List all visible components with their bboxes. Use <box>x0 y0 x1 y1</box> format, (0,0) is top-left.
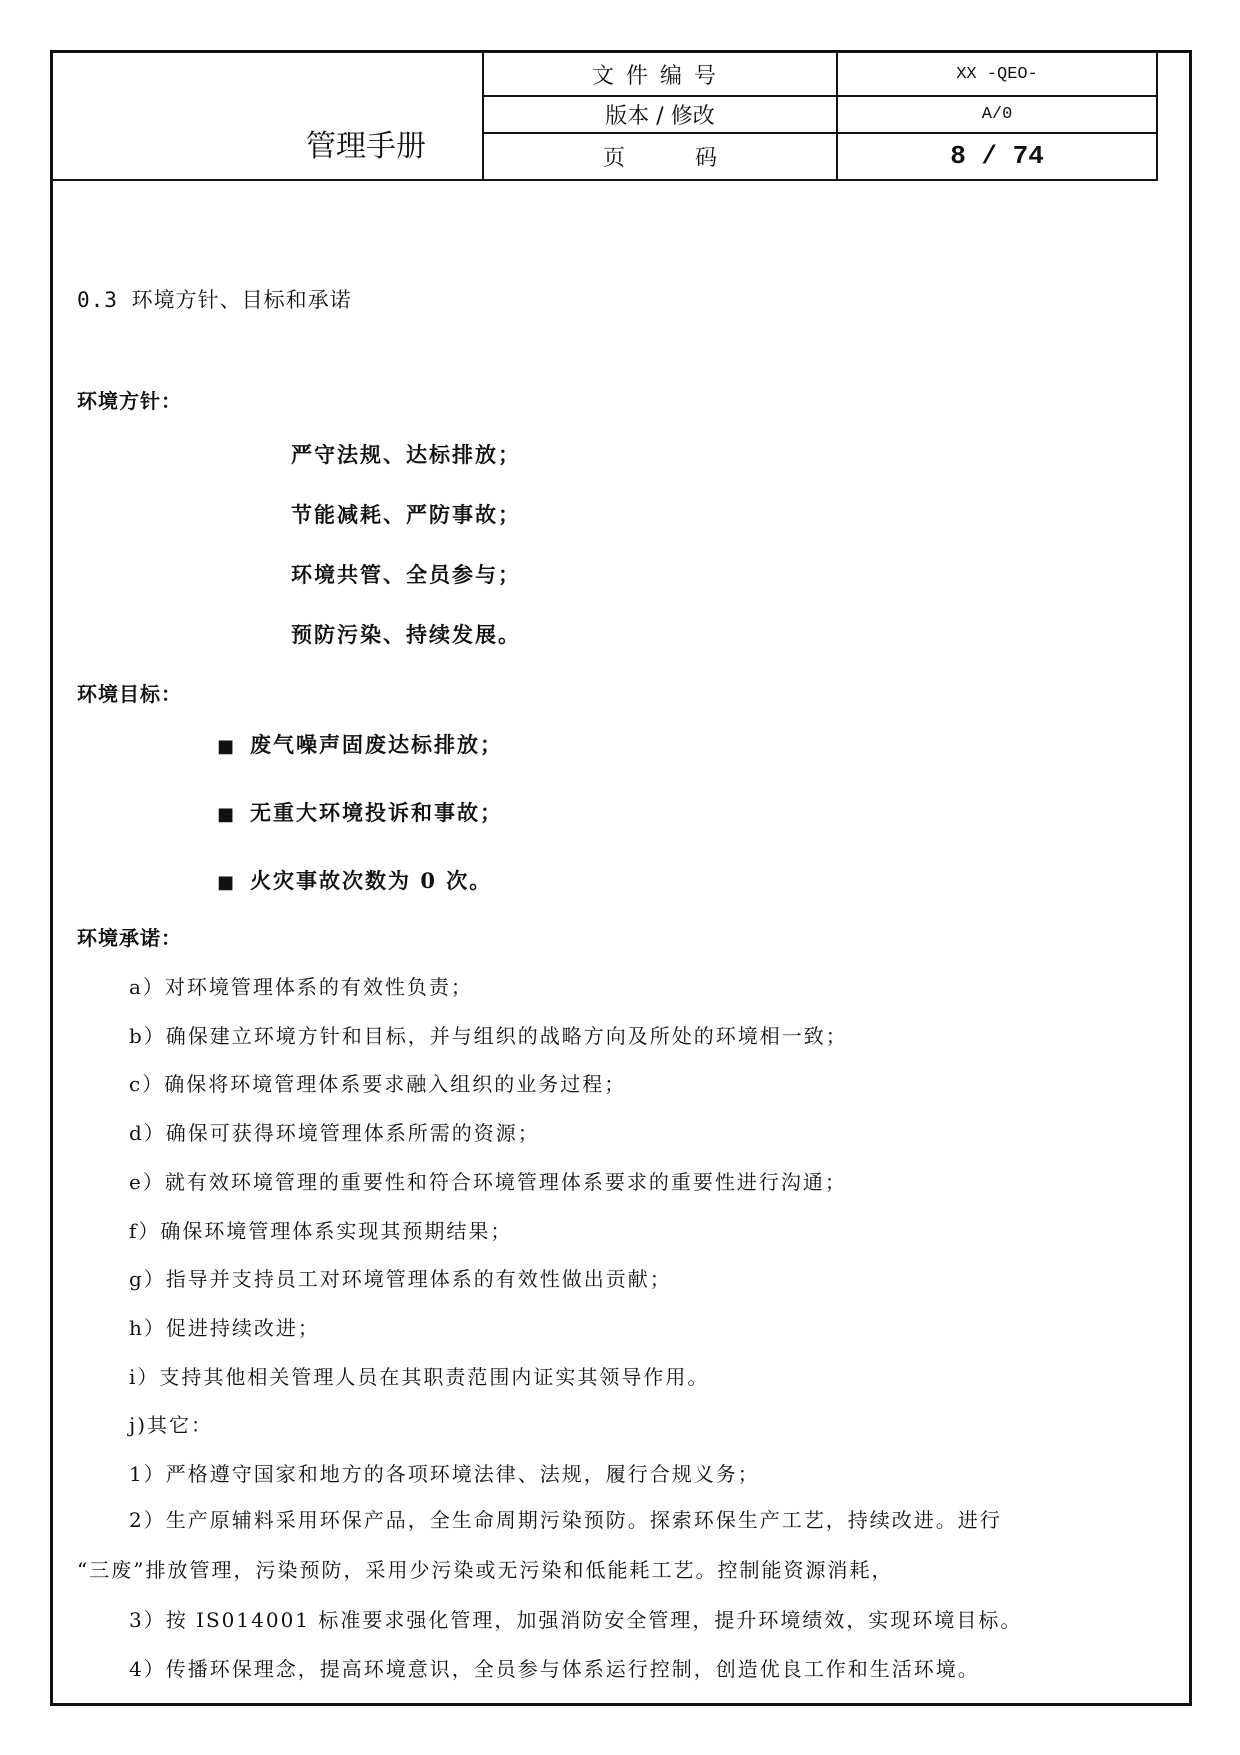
document-header-table <box>53 53 1158 181</box>
commitment-item-line: 2）生产原辅料采用环保产品，全生命周期污染预防。探索环保生产工艺，持续改进。进行 <box>129 1508 1002 1532</box>
goal-text: 无重大环境投诉和事故； <box>250 800 504 825</box>
commitment-item-wrapped <box>77 1495 1199 1595</box>
commitment-item: h）促进持续改进； <box>129 1316 320 1340</box>
document-page <box>50 50 1192 1706</box>
policy-line: 节能减耗、严防事故； <box>291 502 521 527</box>
policy-line: 预防污染、持续发展。 <box>291 622 521 647</box>
commitment-item: e）就有效环境管理的重要性和符合环境管理体系要求的重要性进行沟通； <box>129 1170 847 1194</box>
goal-item <box>217 797 503 827</box>
manual-title: 管理手册 <box>53 53 483 180</box>
square-bullet-icon: ■ <box>217 804 237 825</box>
commitment-item: b）确保建立环境方针和目标，并与组织的战略方向及所处的环境相一致； <box>129 1024 848 1048</box>
goals-label: 环境目标： <box>77 682 182 706</box>
policy-line: 环境共管、全员参与； <box>291 562 521 587</box>
commitment-item: g）指导并支持员工对环境管理体系的有效性做出贡献； <box>129 1267 672 1291</box>
commitment-item: 3）按 IS014001 标准要求强化管理，加强消防安全管理，提升环境绩效，实现环境目标。 <box>129 1608 1023 1632</box>
commitment-item: d）确保可获得环境管理体系所需的资源； <box>129 1121 540 1145</box>
commitment-item: f）确保环境管理体系实现其预期结果； <box>129 1219 513 1243</box>
goal-text: 废气噪声固废达标排放； <box>250 732 504 757</box>
policy-label: 环境方针： <box>77 389 182 413</box>
commitment-item: a）对环境管理体系的有效性负责； <box>129 975 473 999</box>
goal-item <box>217 729 503 759</box>
policy-line: 严守法规、达标排放； <box>291 442 521 467</box>
square-bullet-icon: ■ <box>217 872 237 893</box>
version-value: A/0 <box>837 96 1157 133</box>
commitment-label: 环境承诺： <box>77 926 182 950</box>
page-number-value: 8 / 74 <box>837 133 1157 180</box>
page-label: 页码 <box>483 133 837 180</box>
square-bullet-icon: ■ <box>217 736 237 757</box>
commitment-item: j)其它： <box>129 1413 214 1437</box>
commitment-item: i）支持其他相关管理人员在其职责范围内证实其领导作用。 <box>129 1365 710 1389</box>
section-title: 0.3 环境方针、目标和承诺 <box>77 288 352 312</box>
commitment-item: 1）严格遵守国家和地方的各项环境法律、法规，履行合规义务； <box>129 1462 760 1486</box>
goal-item <box>217 865 492 895</box>
doc-number-label: 文件编号 <box>483 53 837 96</box>
commitment-item: 4）传播环保理念，提高环境意识，全员参与体系运行控制，创造优良工作和生活环境。 <box>129 1657 980 1681</box>
doc-number-value: XX -QEO- <box>837 53 1157 96</box>
goal-text: 火灾事故次数为 0 次。 <box>250 868 493 893</box>
version-label: 版本 / 修改 <box>483 96 837 133</box>
commitment-item: c）确保将环境管理体系要求融入组织的业务过程； <box>129 1072 627 1096</box>
commitment-item-continuation: “三废”排放管理，污染预防，采用少污染或无污染和低能耗工艺。控制能资源消耗， <box>77 1558 894 1582</box>
